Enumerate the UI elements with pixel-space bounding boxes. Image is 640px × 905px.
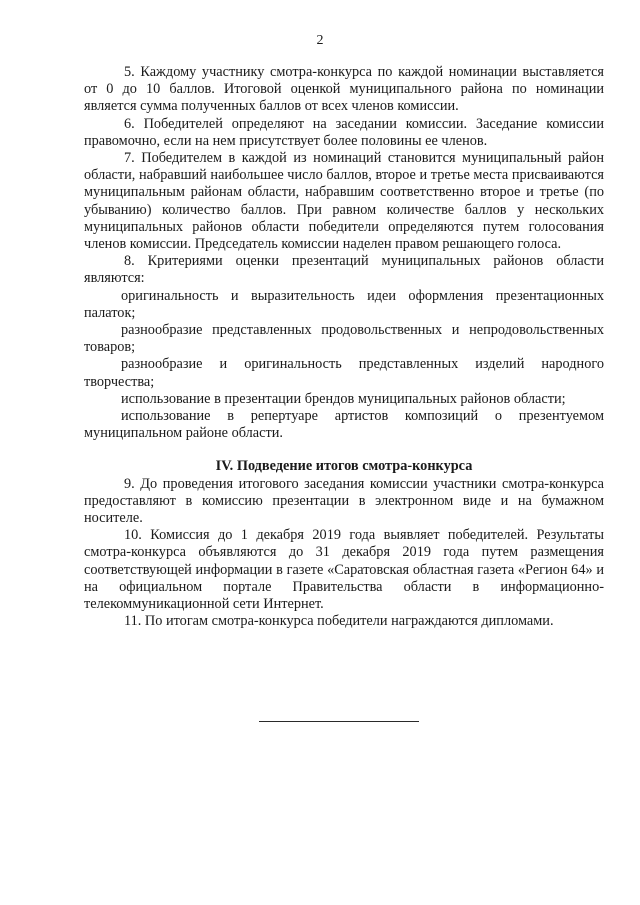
criteria-item: оригинальность и выразительность идеи оформления презентационных палаток; bbox=[84, 287, 604, 321]
criteria-item: использование в презентации брендов муниципальных районов области; bbox=[121, 390, 566, 407]
paragraph-7: 7. Победителем в каждой из номинаций становится муниципальный район области, набравший наибольшее число баллов, второе и третье места присваиваются муниципальным районам области, набравшим соответственно второе и третье (по убыванию) количество баллов. При равном количестве баллов у нескольких муниципальных районов области победители определяются путем голосования членов комиссии. Председатель комиссии наделен правом решающего голоса. bbox=[84, 150, 604, 253]
paragraph-9: 9. До проведения итогового заседания комиссии участники смотра-конкурса предоставляют в комиссию презентации в электронном виде и на бумажном носителе. bbox=[84, 475, 604, 527]
criteria-item: разнообразие представленных продовольственных и непродовольственных товаров; bbox=[84, 322, 604, 356]
paragraph-5: 5. Каждому участнику смотра-конкурса по каждой номинации выставляется от 0 до 10 баллов. Итоговой оценкой муниципального района по номинации является сумма полученных баллов от всех членов комиссии. bbox=[84, 64, 604, 115]
paragraph-10: 10. Комиссия до 1 декабря 2019 года выявляет победителей. Результаты смотра-конкурса объявляются до 31 декабря 2019 года путем размещения соответствующей информации в газете «Саратовская областная газета «Регион 64» и на официальном портале Правительства области в информационно-телекоммуникационной сети Интернет. bbox=[84, 527, 604, 613]
criteria-item: разнообразие и оригинальность представленных изделий народного творчества; bbox=[84, 356, 604, 390]
criteria-item: использование в репертуаре артистов композиций о презентуемом муниципальном районе области. bbox=[84, 408, 604, 442]
paragraph-6: 6. Победителей определяют на заседании комиссии. Заседание комиссии правомочно, если на нем присутствует более половины ее членов. bbox=[84, 115, 604, 149]
closing-rule bbox=[259, 721, 419, 722]
section-title: IV. Подведение итогов смотра-конкурса bbox=[215, 458, 473, 475]
document-body bbox=[84, 64, 604, 631]
paragraph-11: 11. По итогам смотра-конкурса победители награждаются дипломами. bbox=[124, 613, 554, 630]
paragraph-8: 8. Критериями оценки презентаций муниципальных районов области являются: bbox=[84, 253, 604, 287]
page-number: 2 bbox=[316, 33, 324, 48]
